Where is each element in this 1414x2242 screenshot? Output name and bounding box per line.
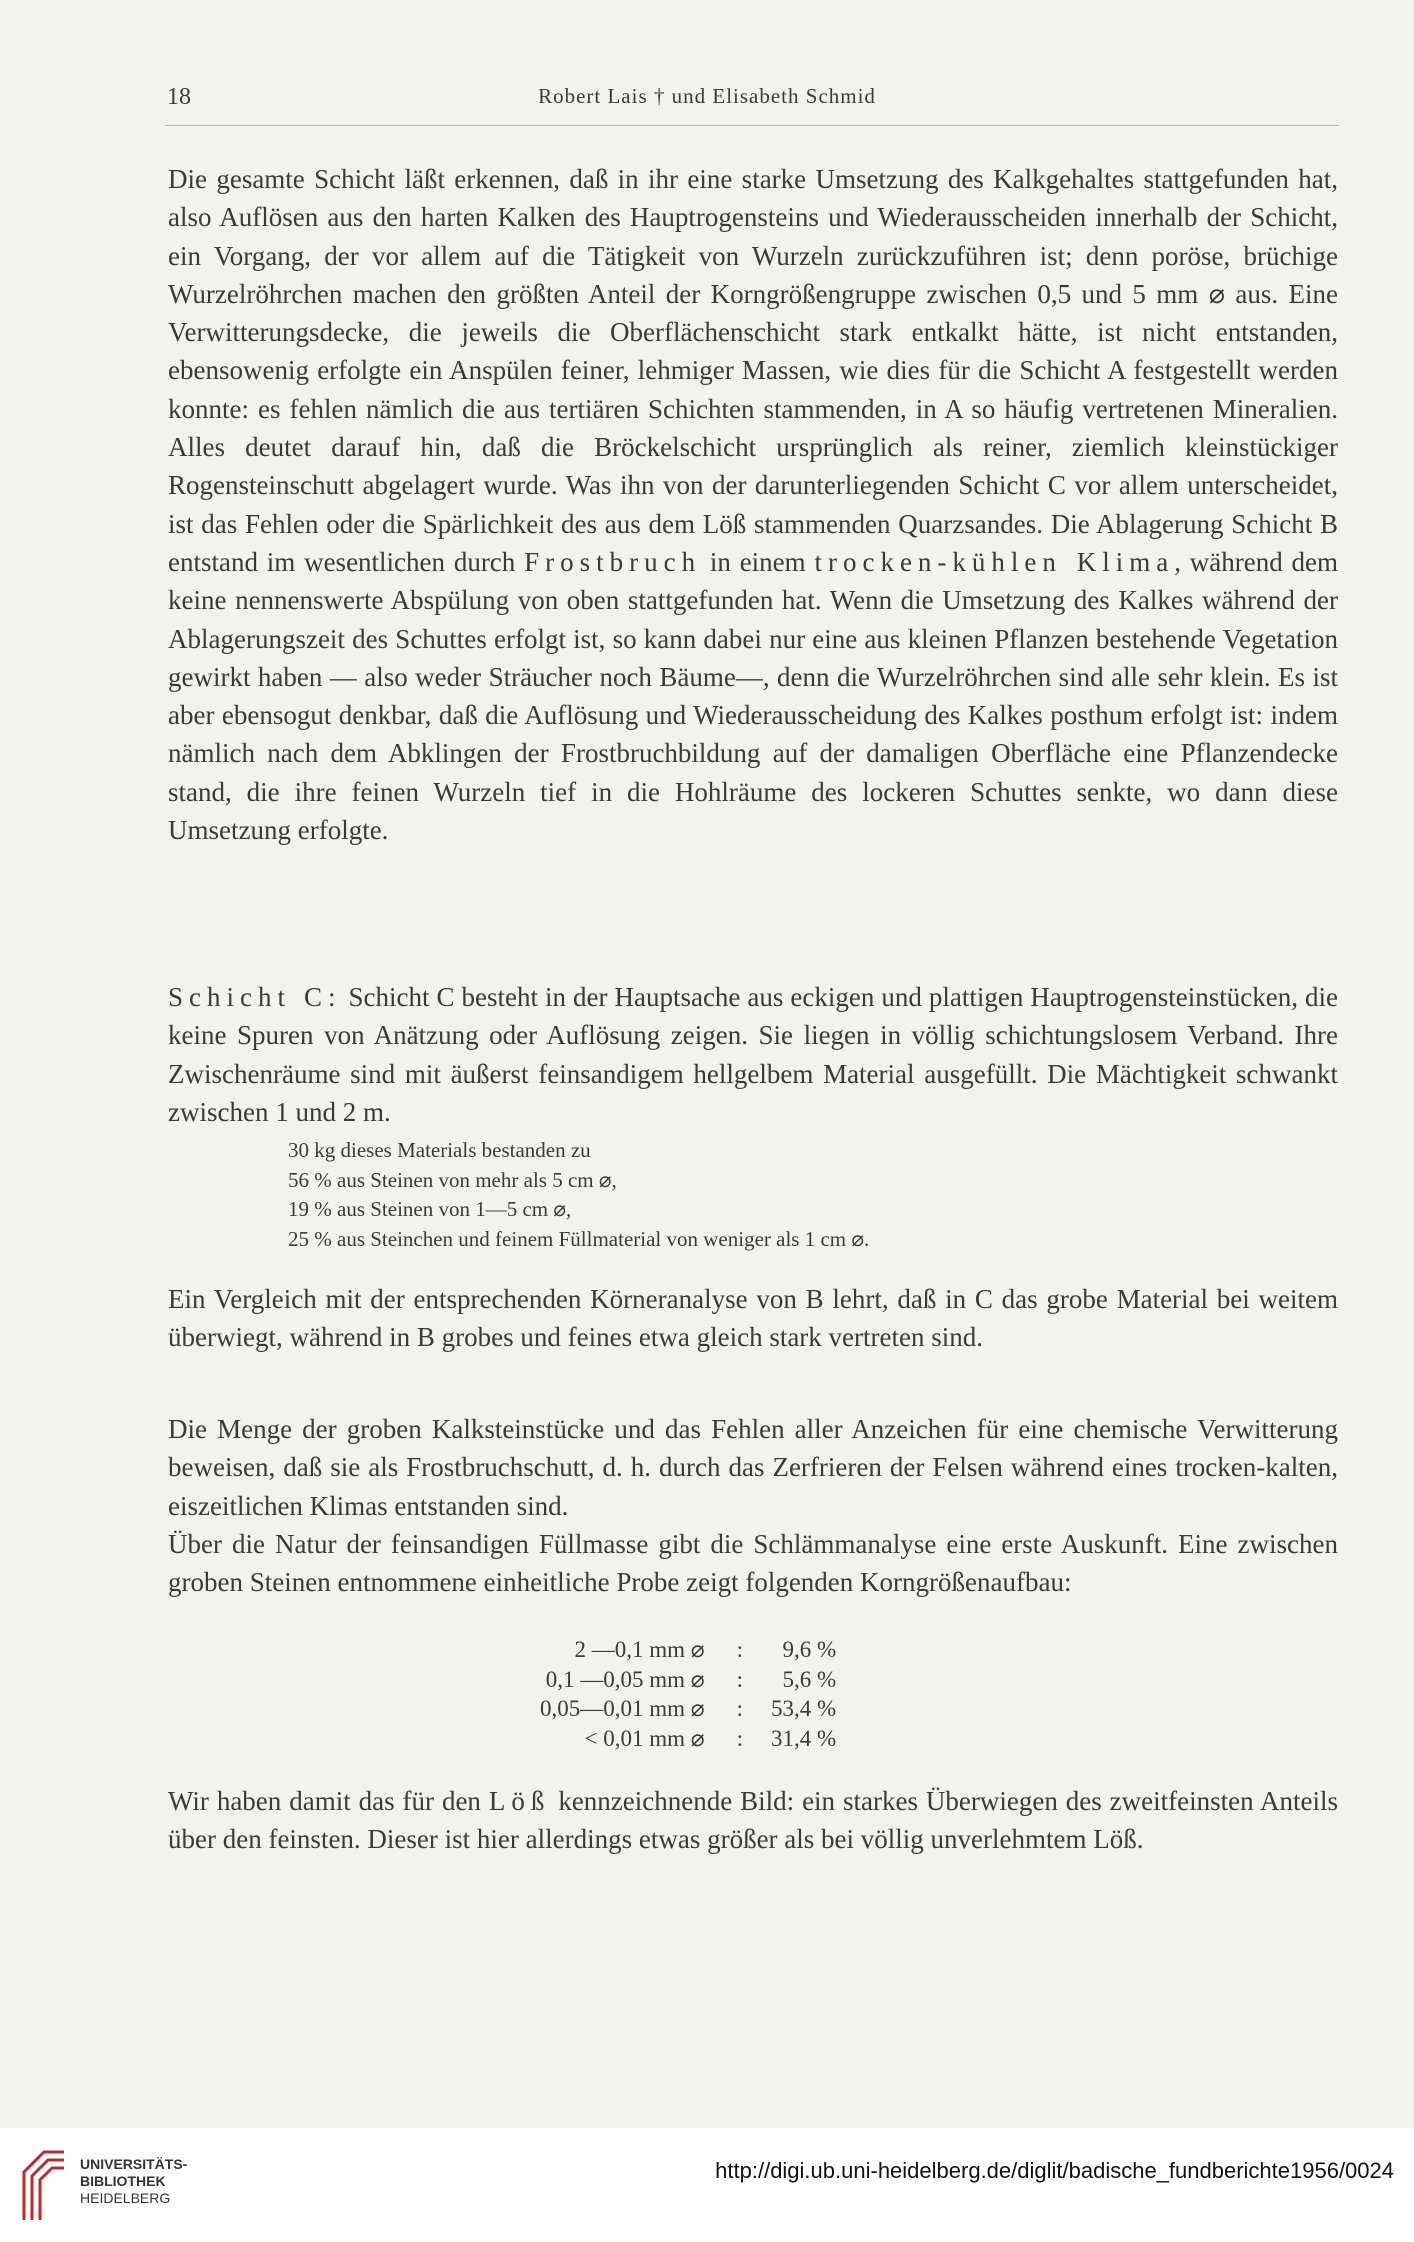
spaced-term-klima: trocken-kühlen Klima [814, 546, 1175, 577]
logo-line: BIBLIOTHEK [80, 2173, 166, 2189]
separator: : [736, 1666, 744, 1692]
list-item: 19 % aus Steinen von 1—5 cm ⌀, [288, 1197, 572, 1221]
list-item: 30 kg dieses Materials bestanden zu [288, 1138, 591, 1162]
spaced-term-frostbruch: Frostbruch [524, 546, 702, 577]
material-list [288, 1136, 869, 1254]
paragraph-6 [168, 1782, 1338, 1859]
header-rule [165, 125, 1339, 126]
grain-range: < 0,01 mm ⌀ [584, 1725, 705, 1751]
paragraph-1-end: , während dem keine nennenswerte Abspülung von oben stattgefunden hat. Wenn die Umsetzung des Kalkes während der Ablagerungszeit des Schuttes erfolgt ist, so kann dabei nur eine aus kleinen Pflanzen bestehende Vegetation gewirkt haben — also weder Sträucher noch Bäume—, denn die Wurzelröhrchen sind alle sehr klein. Es ist aber ebensogut denkbar, daß die Auflösung und Wiederausscheidung des Kalkes posthum erfolgt ist: indem nämlich nach dem Abklingen der Frostbruchbildung auf der damaligen Oberfläche eine Pflanzendecke stand, die ihre feinen Wurzeln tief in die Hohlräume des lockeren Schuttes senkte, wo dann diese Umsetzung erfolgte. [168, 546, 1338, 846]
grain-percent: 9,6 % [782, 1637, 837, 1662]
paragraph-1-mid: in einem [709, 546, 806, 577]
logo-line: UNIVERSITÄTS- [80, 2156, 188, 2172]
grain-range: 0,1 —0,05 mm ⌀ [545, 1666, 705, 1692]
paragraph-6-start: Wir haben damit das für den [168, 1786, 481, 1816]
paragraph-3: Ein Vergleich mit der entsprechenden Körneranalyse von B lehrt, daß in C das grobe Material bei weitem überwiegt, während in B grobes und feines etwa gleich stark vertreten sind. [168, 1284, 1338, 1353]
table-row [540, 1635, 836, 1665]
paragraph-schicht-c-text: Schicht C besteht in der Hauptsache aus eckigen und plattigen Hauptrogensteinstücken, die keine Spuren von Anätzung oder Auflösung zeigen. Sie liegen in völlig schichtungslosem Verband. Ihre Zwischenräume sind mit äußerst feinsandigem hellgelbem Material ausgefüllt. Die Mächtigkeit schwankt zwischen 1 und 2 m. [168, 982, 1339, 1127]
paragraph-6-end: kennzeichnende Bild: ein starkes Überwiegen des zweitfeinsten Anteils über den feinsten. Dieser ist hier allerdings etwas größer als bei völlig unverlehmtem Löß. [168, 1786, 1339, 1855]
logo-line: HEIDELBERG [80, 2190, 171, 2206]
table-row [540, 1724, 836, 1754]
grain-range: 0,05—0,01 mm ⌀ [540, 1696, 705, 1721]
grain-size-table [540, 1635, 836, 1753]
table-row [540, 1694, 836, 1724]
source-url-link[interactable]: http://digi.ub.uni-heidelberg.de/diglit/badische_fundberichte1956/0024 [715, 2158, 1394, 2183]
library-footer [0, 2128, 1414, 2242]
paragraph-5: Über die Natur der feinsandigen Füllmasse gibt die Schlämmanalyse eine erste Auskunft. Eine zwischen groben Steinen entnommene einheitliche Probe zeigt folgenden Korngrößenaufbau: [168, 1529, 1338, 1598]
separator: : [736, 1637, 744, 1662]
paragraph-1 [168, 160, 1338, 849]
grain-percent: 31,4 % [771, 1725, 837, 1751]
library-logo-text [80, 2156, 187, 2207]
paragraph-schicht-c [168, 978, 1338, 1131]
page-number: 18 [167, 84, 191, 110]
grain-percent: 5,6 % [782, 1666, 837, 1692]
grain-range: 2 —0,1 mm ⌀ [574, 1637, 705, 1662]
running-title: Robert Lais † und Elisabeth Schmid [538, 84, 876, 108]
paragraph-1-text: Die gesamte Schicht läßt erkennen, daß in ihr eine starke Umsetzung des Kalkgehaltes stattgefunden hat, also Auflösen aus den harten Kalken des Hauptrogensteins und Wiederausscheiden innerhalb der Schicht, ein Vorgang, der vor allem auf die Tätigkeit von Wurzeln zurückzuführen ist; denn poröse, brüchige Wurzelröhrchen machen den größten Anteil der Korngrößengruppe zwischen 0,5 und 5 mm ⌀ aus. Eine Verwitterungsdecke, die jeweils die Oberflächenschicht stark entkalkt hätte, ist nicht entstanden, ebensowenig erfolgte ein Anspülen feiner, lehmiger Massen, wie dies für die Schicht A festgestellt werden konnte: es fehlen nämlich die aus tertiären Schichten stammenden, in A so häufig vertretenen Mineralien. Alles deutet darauf hin, daß die Bröckelschicht ursprünglich als reiner, ziemlich kleinstückiger Rogensteinschutt abgelagert wurde. Was ihn von der darunterliegenden Schicht C vor allem unterscheidet, ist das Fehlen oder die Spärlichkeit des aus dem Löß stammenden Quarzsandes. Die Ablagerung Schicht B entstand im wesentlichen durch [168, 164, 1338, 577]
spaced-term-loess: Löß [488, 1786, 551, 1816]
grain-percent: 53,4 % [771, 1696, 837, 1721]
separator: : [736, 1696, 744, 1721]
separator: : [736, 1725, 744, 1751]
list-item: 25 % aus Steinchen und feinem Füllmaterial von weniger als 1 cm ⌀. [288, 1226, 870, 1251]
section-heading-schicht-c: Schicht C: [168, 982, 342, 1012]
paragraph-4: Die Menge der groben Kalksteinstücke und das Fehlen aller Anzeichen für eine chemische Verwitterung beweisen, daß sie als Frostbruchschutt, d. h. durch das Zerfrieren der Felsen während eines trocken-kalten, eiszeitlichen Klimas entstanden sind. [168, 1414, 1338, 1521]
list-item: 56 % aus Steinen von mehr als 5 cm ⌀, [288, 1167, 617, 1192]
library-logo-icon [14, 2142, 68, 2222]
table-row [540, 1665, 836, 1695]
